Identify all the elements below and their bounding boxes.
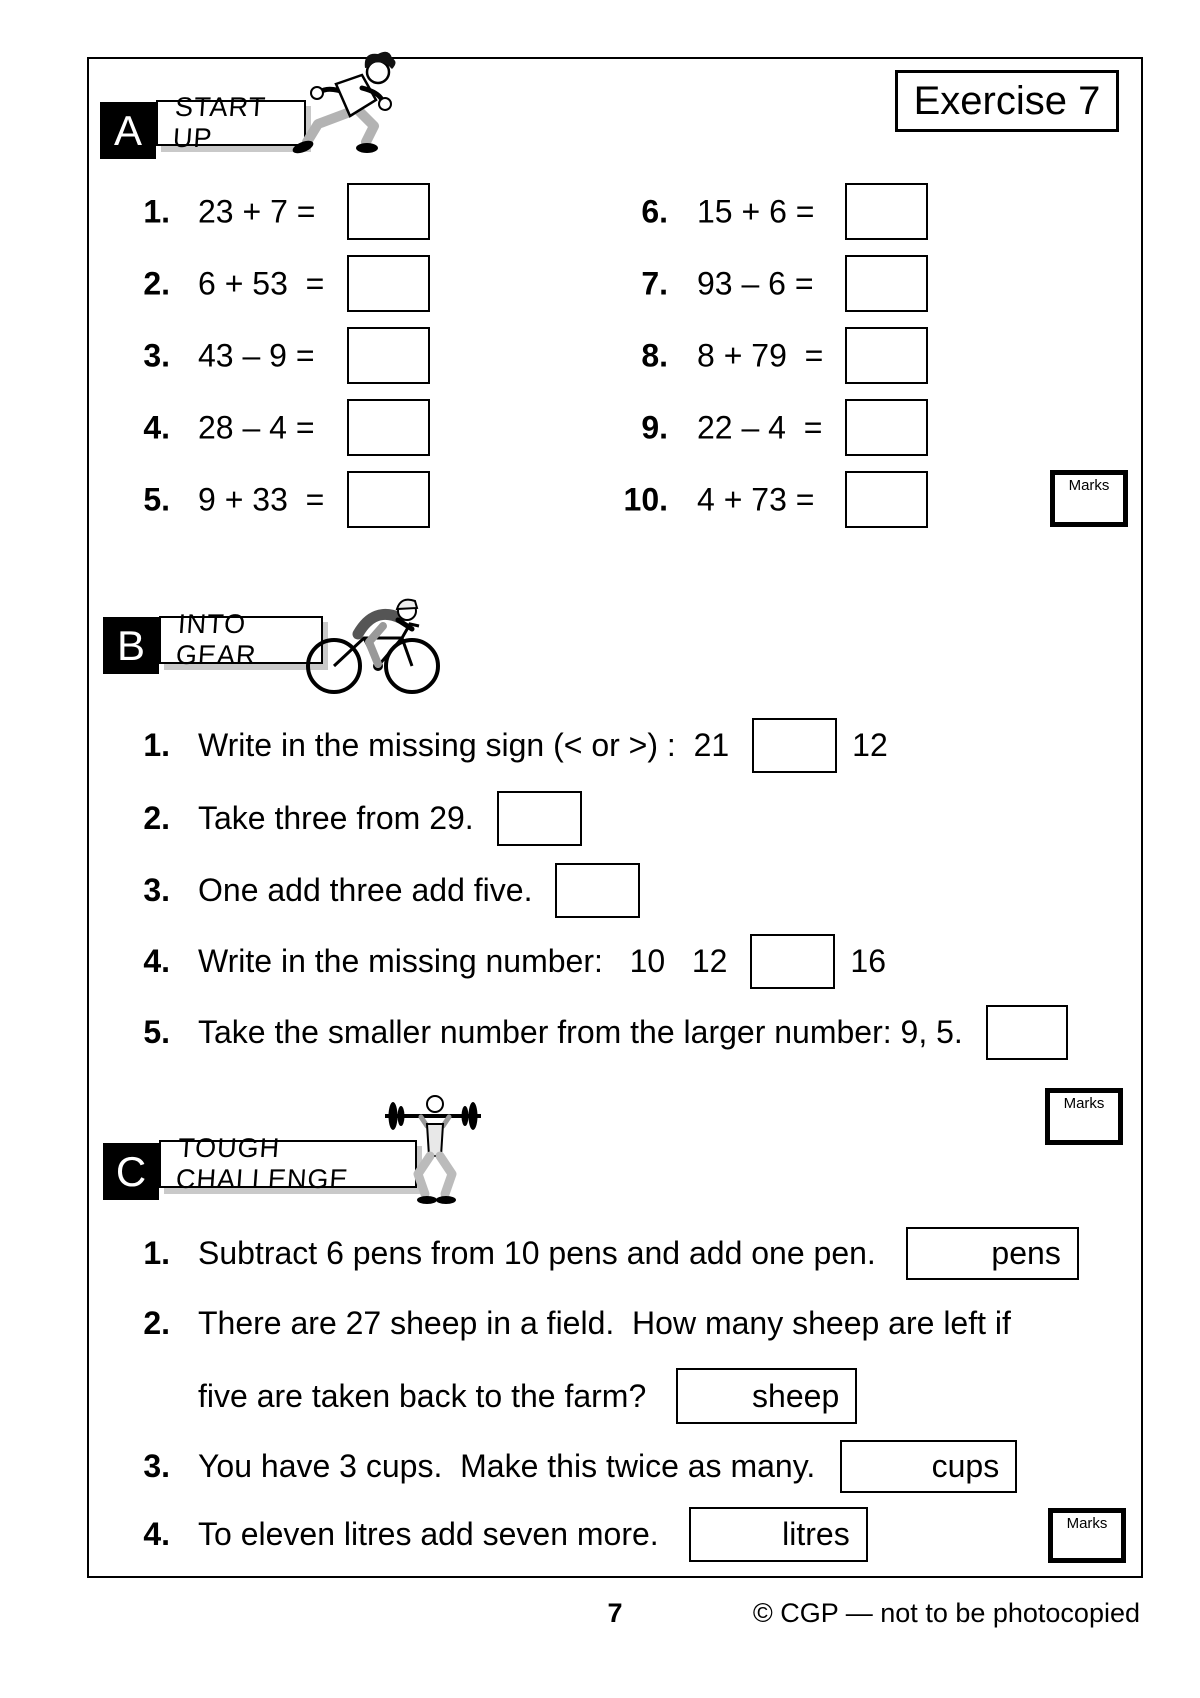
a-problems-row-4 — [0, 399, 1200, 456]
marks-box-a[interactable] — [1050, 470, 1128, 527]
weightlifter-icon — [383, 1090, 483, 1225]
c-problem-4 — [120, 1506, 868, 1562]
problem-text: Write in the missing number: 10 12 — [198, 942, 728, 979]
problem-number: 2. — [143, 1304, 170, 1341]
section-a-letter-badge — [100, 102, 156, 159]
runner-icon — [262, 48, 412, 158]
problem-text: To eleven litres add seven more. — [198, 1515, 659, 1552]
equation-text: 9 + 33 = — [198, 481, 325, 517]
problem-number: 1. — [143, 726, 170, 763]
problem-text: Take the smaller number from the larger number: 9, 5. — [198, 1013, 963, 1050]
answer-box-c1[interactable] — [906, 1227, 1079, 1280]
problem-number: 4. — [143, 942, 170, 979]
answer-box-c4[interactable] — [689, 1507, 868, 1562]
problem-number: 4. — [143, 409, 170, 445]
answer-box-b3[interactable] — [555, 863, 640, 918]
problem-text: five are taken back to the farm? — [198, 1377, 647, 1414]
section-c-letter: C — [115, 1147, 147, 1195]
problem-number: 4. — [143, 1515, 170, 1552]
problem-number: 2. — [143, 265, 170, 301]
section-b-letter: B — [116, 621, 145, 669]
a-problems-row-1 — [0, 183, 1200, 240]
a-problems-row-5 — [0, 471, 1200, 528]
unit-label: litres — [782, 1515, 850, 1552]
answer-box-a6[interactable] — [845, 183, 928, 240]
exercise-title-box — [895, 70, 1119, 132]
a-problems-row-2 — [0, 255, 1200, 312]
b-problem-4 — [120, 933, 886, 989]
unit-label: sheep — [752, 1377, 840, 1414]
answer-box-b2[interactable] — [497, 791, 582, 846]
problem-number: 7. — [641, 265, 668, 301]
marks-label: Marks — [1063, 1095, 1105, 1112]
answer-box-a1[interactable] — [347, 183, 430, 240]
cyclist-icon — [298, 578, 448, 696]
answer-box-a10[interactable] — [845, 471, 928, 528]
problem-number: 9. — [641, 409, 668, 445]
c-problem-1 — [120, 1225, 1079, 1281]
equation-text: 4 + 73 = — [697, 481, 815, 517]
marks-label: Marks — [1066, 1515, 1108, 1532]
page-number: 7 — [607, 1598, 623, 1628]
answer-box-a3[interactable] — [347, 327, 430, 384]
problem-number: 3. — [143, 871, 170, 908]
problem-text-after: 12 — [852, 726, 888, 763]
problem-number: 5. — [143, 1013, 170, 1050]
b-problem-5 — [120, 1004, 1083, 1060]
problem-number: 3. — [143, 1447, 170, 1484]
equation-text: 28 – 4 = — [198, 409, 315, 445]
answer-box-b1[interactable] — [752, 718, 837, 773]
a-problems-row-3 — [0, 327, 1200, 384]
problem-number: 1. — [143, 193, 170, 229]
section-a-title: START UP — [171, 92, 267, 153]
equation-text: 43 – 9 = — [198, 337, 315, 373]
c-problem-3 — [120, 1438, 1017, 1494]
b-problem-2 — [120, 790, 597, 846]
problem-number: 6. — [641, 193, 668, 229]
answer-box-c3[interactable] — [840, 1440, 1017, 1493]
answer-box-a9[interactable] — [845, 399, 928, 456]
marks-box-c[interactable] — [1048, 1508, 1126, 1563]
copyright-notice: © CGP — not to be photocopied — [752, 1598, 1140, 1628]
answer-box-a2[interactable] — [347, 255, 430, 312]
problem-number: 5. — [143, 481, 170, 517]
answer-box-a8[interactable] — [845, 327, 928, 384]
problem-text: You have 3 cups. Make this twice as many. — [198, 1447, 816, 1484]
problem-number: 2. — [143, 799, 170, 836]
equation-text: 23 + 7 = — [198, 193, 316, 229]
equation-text: 22 – 4 = — [697, 409, 823, 445]
section-b-letter-badge — [103, 617, 159, 674]
answer-box-a7[interactable] — [845, 255, 928, 312]
answer-box-b4[interactable] — [750, 934, 835, 989]
marks-label: Marks — [1068, 477, 1110, 494]
section-c-title-box — [159, 1133, 417, 1194]
exercise-title: Exercise 7 — [913, 78, 1101, 123]
problem-text: Subtract 6 pens from 10 pens and add one pen. — [198, 1234, 876, 1271]
answer-box-a4[interactable] — [347, 399, 430, 456]
problem-text: Take three from 29. — [198, 799, 474, 836]
answer-box-a5[interactable] — [347, 471, 430, 528]
b-problem-3 — [120, 862, 655, 918]
problem-number: 10. — [623, 481, 668, 517]
problem-number: 8. — [641, 337, 668, 373]
unit-label: pens — [991, 1234, 1061, 1271]
problem-number: 3. — [143, 337, 170, 373]
c-problem-2-line1 — [120, 1295, 1011, 1351]
problem-text: There are 27 sheep in a field. How many sheep are left if — [198, 1304, 1011, 1341]
answer-box-c2[interactable] — [676, 1368, 857, 1424]
problem-text: One add three add five. — [198, 871, 533, 908]
problem-text-after: 16 — [850, 942, 887, 979]
marks-box-b[interactable] — [1045, 1088, 1123, 1145]
equation-text: 8 + 79 = — [697, 337, 824, 373]
answer-box-b5[interactable] — [986, 1005, 1068, 1060]
equation-text: 15 + 6 = — [697, 193, 815, 229]
b-problem-1 — [120, 717, 888, 773]
section-c-letter-badge — [103, 1143, 159, 1200]
c-problem-2-line2 — [120, 1368, 857, 1424]
section-b-title: INTO GEAR — [174, 609, 258, 670]
equation-text: 93 – 6 = — [697, 265, 814, 301]
problem-number: 1. — [143, 1234, 170, 1271]
problem-text: Write in the missing sign (< or >) : 21 — [198, 726, 730, 763]
equation-text: 6 + 53 = — [198, 265, 325, 301]
section-c-title: TOUGH CHALLENGE — [174, 1133, 350, 1194]
section-a-letter: A — [113, 106, 142, 154]
unit-label: cups — [931, 1447, 1000, 1484]
